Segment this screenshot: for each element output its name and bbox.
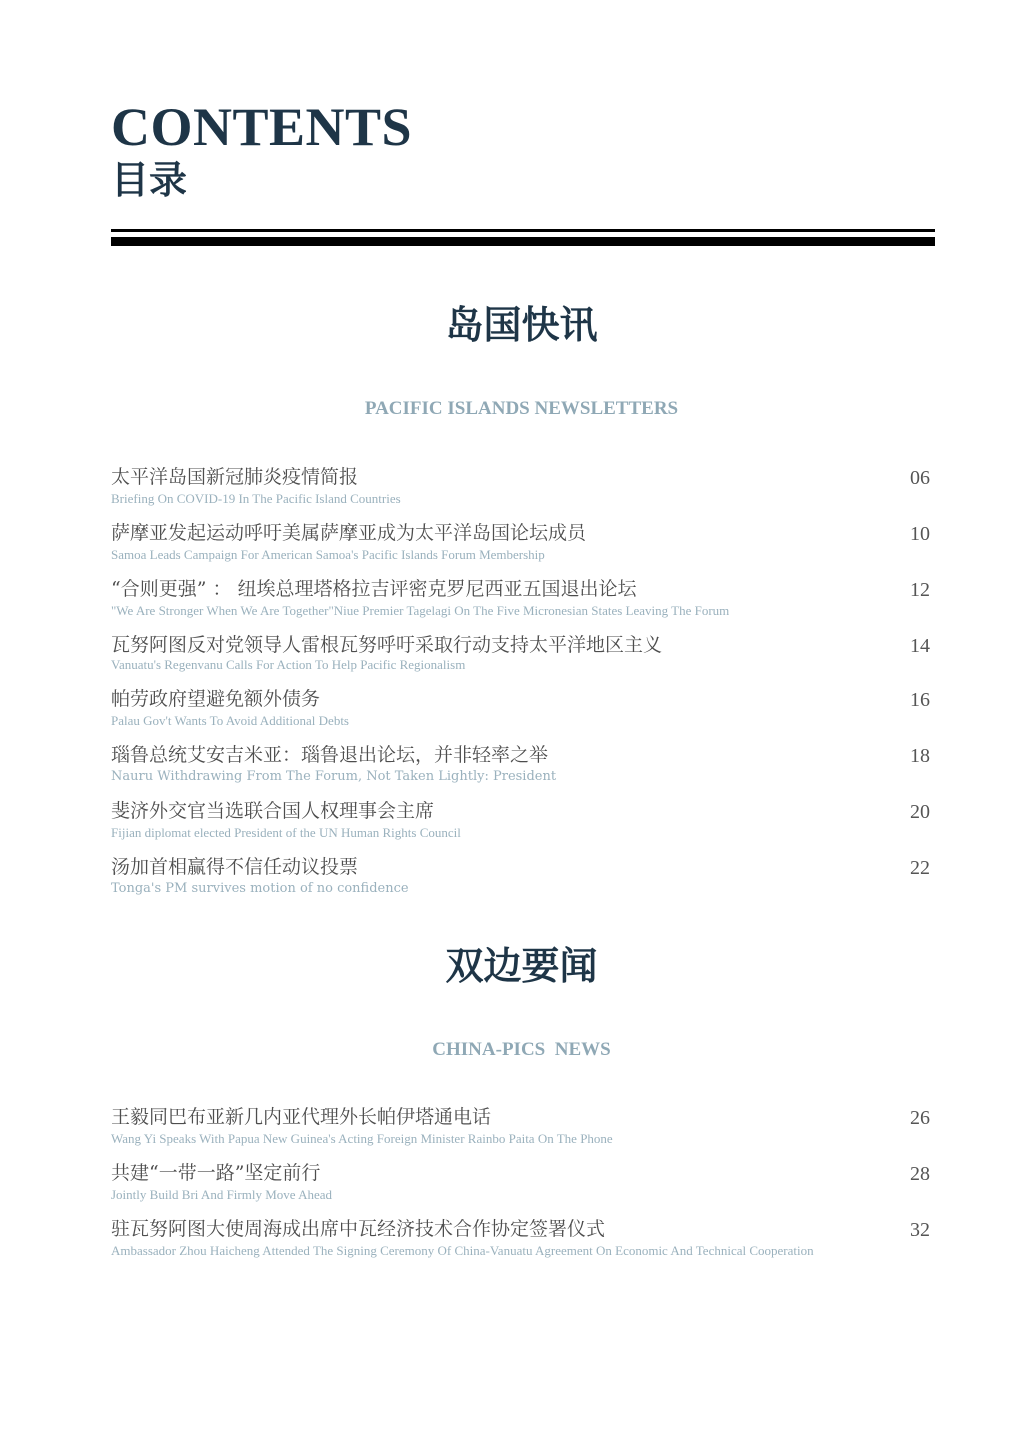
toc-entry-page-number: 22 bbox=[910, 857, 930, 879]
contents-header bbox=[111, 98, 412, 202]
section-title-en: PACIFIC ISLANDS NEWSLETTERS bbox=[364, 398, 679, 419]
toc-entry-page-number: 14 bbox=[910, 635, 930, 657]
section-title-en: CHINA-PICS NEWS bbox=[432, 1039, 611, 1060]
toc-entry-title-en: Vanuatu's Regenvanu Calls For Action To Help Pacific Regionalism bbox=[111, 657, 466, 672]
toc-entry-page-number: 26 bbox=[910, 1107, 930, 1129]
toc-entry-title-en: "We Are Stronger When We Are Together"Niue Premier Tagelagi On The Five Micronesian States Leaving The Forum bbox=[111, 603, 730, 618]
toc-entry[interactable] bbox=[111, 687, 930, 743]
toc-entry-page-number: 10 bbox=[910, 523, 930, 545]
header-rule-thin bbox=[111, 229, 935, 232]
toc-entry-title-en: Ambassador Zhou Haicheng Attended The Signing Ceremony Of China-Vanuatu Agreement On Economic And Technical Cooperation bbox=[111, 1243, 814, 1258]
toc-entry-title-zh: 斐济外交官当选联合国人权理事会主席 bbox=[111, 800, 435, 822]
toc-entry-title-en: Nauru Withdrawing From The Forum, Not Taken Lightly: President bbox=[111, 769, 557, 784]
toc-entry[interactable] bbox=[111, 521, 930, 577]
toc-entry[interactable] bbox=[111, 465, 930, 521]
toc-entry[interactable] bbox=[111, 743, 930, 799]
toc-entry-title-zh: 瑙鲁总统艾安吉米亚：瑙鲁退出论坛，并非轻率之举 bbox=[111, 744, 549, 766]
toc-entry-page-number: 18 bbox=[910, 745, 930, 767]
toc-entry-title-zh: 太平洋岛国新冠肺炎疫情简报 bbox=[111, 466, 359, 488]
toc-entry-page-number: 28 bbox=[910, 1163, 930, 1185]
header-rule-thick bbox=[111, 237, 935, 246]
section-title-zh: 双边要闻 bbox=[445, 944, 598, 988]
toc-entry-page-number: 06 bbox=[910, 467, 930, 489]
toc-entry-title-en: Tonga's PM survives motion of no confidence bbox=[111, 881, 409, 896]
toc-entry-title-en: Palau Gov't Wants To Avoid Additional Debts bbox=[111, 713, 349, 728]
toc-entry[interactable] bbox=[111, 577, 930, 633]
toc-entry-title-zh: 驻瓦努阿图大使周海成出席中瓦经济技术合作协定签署仪式 bbox=[111, 1218, 606, 1240]
toc-entry[interactable] bbox=[111, 1217, 930, 1273]
toc-entry-title-zh: 共建“一带一路”坚定前行 bbox=[111, 1162, 321, 1184]
toc-entry-title-zh: 帕劳政府望避免额外债务 bbox=[111, 688, 321, 710]
toc-entry[interactable] bbox=[111, 1161, 930, 1217]
toc-entry-title-en: Samoa Leads Campaign For American Samoa's Pacific Islands Forum Membership bbox=[111, 547, 545, 562]
section-title-zh: 岛国快讯 bbox=[445, 303, 598, 347]
toc-list bbox=[111, 1105, 930, 1273]
toc-entry-title-zh: 萨摩亚发起运动呼吁美属萨摩亚成为太平洋岛国论坛成员 bbox=[111, 522, 587, 544]
page-title-chinese: 目录 bbox=[111, 158, 188, 202]
page-title: CONTENTS bbox=[111, 97, 413, 157]
toc-entry-page-number: 32 bbox=[910, 1219, 930, 1241]
toc-list bbox=[111, 465, 930, 911]
toc-entry-title-en: Jointly Build Bri And Firmly Move Ahead bbox=[111, 1187, 333, 1202]
toc-entry-page-number: 20 bbox=[910, 801, 930, 823]
section-pacific-islands bbox=[111, 302, 930, 896]
toc-entry[interactable] bbox=[111, 799, 930, 855]
toc-entry-title-en: Wang Yi Speaks With Papua New Guinea's Acting Foreign Minister Rainbo Paita On The Phone bbox=[111, 1131, 613, 1146]
toc-entry[interactable] bbox=[111, 855, 930, 911]
toc-entry-title-en: Fijian diplomat elected President of the UN Human Rights Council bbox=[111, 825, 461, 840]
toc-entry[interactable] bbox=[111, 1105, 930, 1161]
toc-entry-page-number: 16 bbox=[910, 689, 930, 711]
toc-entry-page-number: 12 bbox=[910, 579, 930, 601]
toc-entry[interactable] bbox=[111, 633, 930, 687]
toc-entry-title-zh: 王毅同巴布亚新几内亚代理外长帕伊塔通电话 bbox=[111, 1106, 492, 1128]
toc-entry-title-en: Briefing On COVID-19 In The Pacific Island Countries bbox=[111, 491, 401, 506]
section-china-pics bbox=[111, 943, 930, 1258]
toc-entry-title-zh: 汤加首相赢得不信任动议投票 bbox=[111, 856, 359, 878]
toc-entry-title-zh: “合则更强” ： 纽埃总理塔格拉吉评密克罗尼西亚五国退出论坛 bbox=[111, 578, 637, 600]
toc-entry-title-zh: 瓦努阿图反对党领导人雷根瓦努呼吁采取行动支持太平洋地区主义 bbox=[111, 634, 663, 656]
